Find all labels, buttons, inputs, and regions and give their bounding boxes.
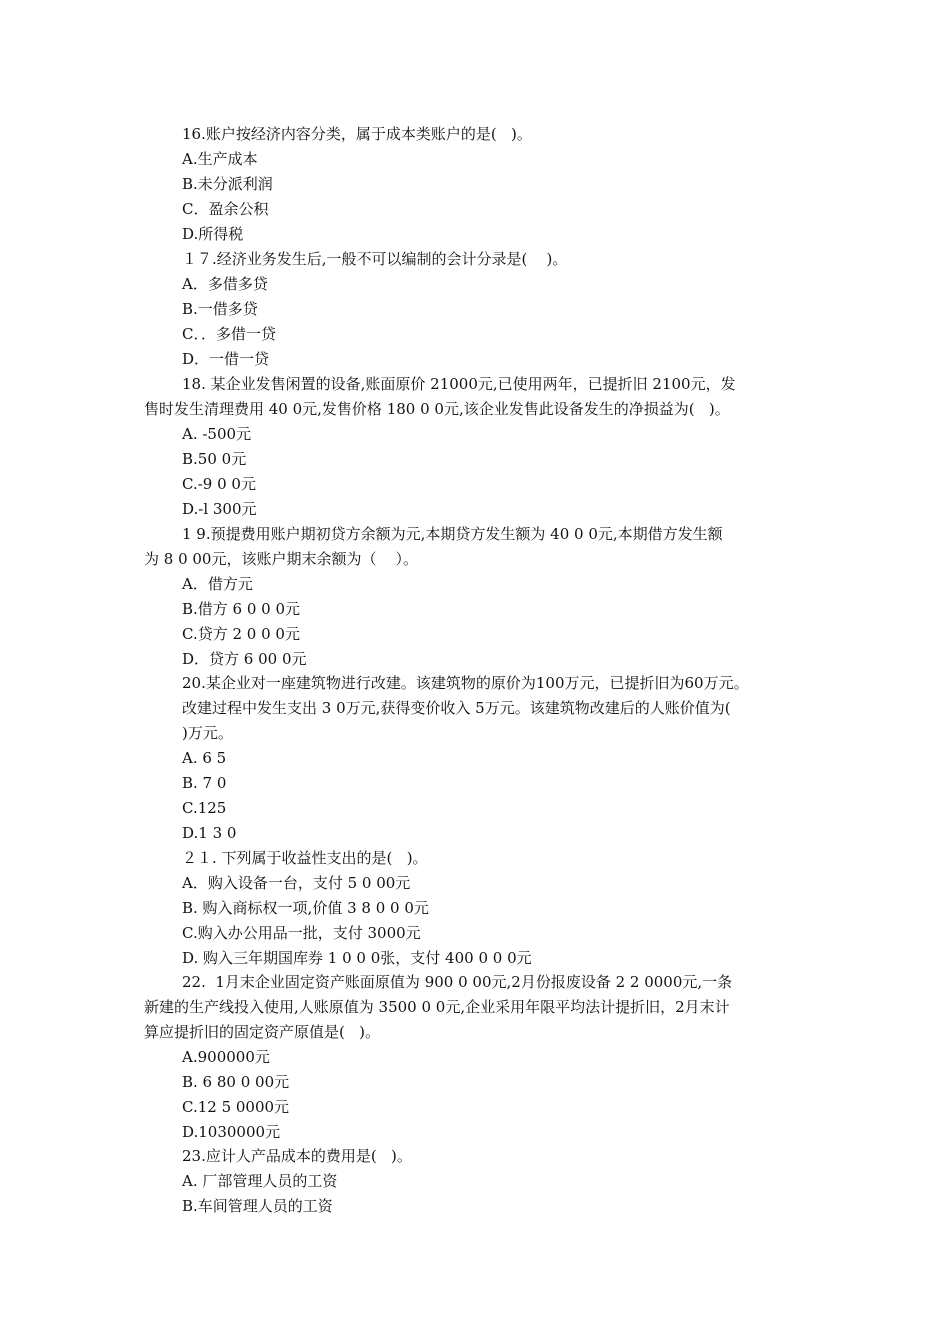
question-21: ２１. 下列属于收益性支出的是( )。 (182, 849, 428, 867)
option-18-a: A. -500元 (182, 425, 252, 443)
option-17-d: D．一借一贷 (182, 350, 270, 368)
option-20-a: A. 6 5 (182, 749, 227, 767)
option-17-a: A．多借多贷 (182, 275, 268, 293)
option-18-c: C.-9 0 0元 (182, 475, 256, 493)
option-21-b: B. 购入商标权一项,价值 3 8 0 0 0元 (182, 899, 429, 917)
option-22-b: B. 6 80 0 00元 (182, 1073, 290, 1091)
option-21-c: C.购入办公用品一批，支付 3000元 (182, 924, 421, 942)
option-22-c: C.12 5 0000元 (182, 1098, 290, 1116)
question-17: １７.经济业务发生后,一般不可以编制的会计分录是( )。 (182, 250, 568, 268)
question-18: 18. 某企业发售闲置的设备,账面原价 21000元,已使用两年，已提折旧 2100元，发 (182, 375, 736, 393)
question-20-continued: 改建过程中发生支出 3 0万元,获得变价收入 5万元。该建筑物改建后的人账价值为( (182, 699, 731, 717)
option-16-d: D.所得税 (182, 225, 244, 243)
question-23: 23.应计人产品成本的费用是( )。 (182, 1147, 412, 1165)
question-22-continued: 新建的生产线投入使用,人账原值为 3500 0 0元,企业采用年限平均法计提折旧，2月末计 (144, 998, 730, 1016)
option-19-c: C.贷方 2 0 0 0元 (182, 625, 300, 643)
option-22-d: D.1030000元 (182, 1123, 281, 1141)
option-16-a: A.生产成本 (182, 150, 258, 168)
option-18-d: D.-l 300元 (182, 500, 257, 518)
question-20: 20.某企业对一座建筑物进行改建。该建筑物的原价为100万元，已提折旧为60万元。 (182, 674, 749, 692)
option-21-a: A．购入设备一台，支付 5 0 00元 (182, 874, 411, 892)
option-22-a: A.900000元 (182, 1048, 270, 1066)
option-17-c: C．．多借一贷 (182, 325, 276, 343)
option-20-d: D.1 3 0 (182, 824, 237, 842)
option-17-b: B.一借多贷 (182, 300, 258, 318)
question-20-continued-2: )万元。 (182, 724, 233, 742)
option-23-b: B.车间管理人员的工资 (182, 1197, 333, 1215)
question-19-continued: 为 8 0 00元，该账户期末余额为（ ）。 (144, 550, 419, 568)
option-21-d: D. 购入三年期国库券 1 0 0 0张，支付 400 0 0 0元 (182, 949, 532, 967)
question-22-continued-2: 算应提折旧的固定资产原值是( )。 (144, 1023, 381, 1041)
option-20-b: B. 7 0 (182, 774, 227, 792)
option-16-c: C．盈余公积 (182, 200, 269, 218)
question-16: 16.账户按经济内容分类，属于成本类账户的是( )。 (182, 125, 532, 143)
option-23-a: A. 厂部管理人员的工资 (182, 1172, 338, 1190)
option-19-d: D．贷方 6 00 0元 (182, 650, 307, 668)
question-19: 1 9.预提费用账户期初贷方余额为元,本期贷方发生额为 40 0 0元,本期借方发生额 (182, 525, 723, 543)
option-20-c: C.125 (182, 799, 227, 817)
option-19-b: B.借方 6 0 0 0元 (182, 600, 301, 618)
option-16-b: B.未分派利润 (182, 175, 273, 193)
option-18-b: B.50 0元 (182, 450, 247, 468)
question-18-continued: 售时发生清理费用 40 0元,发售价格 180 0 0元,该企业发售此设备发生的净损益为( )。 (144, 400, 730, 418)
option-19-a: A．借方元 (182, 575, 253, 593)
question-22: 22. 1月末企业固定资产账面原值为 900 0 00元,2月份报废设备 2 2 0000元,一条 (182, 973, 733, 991)
